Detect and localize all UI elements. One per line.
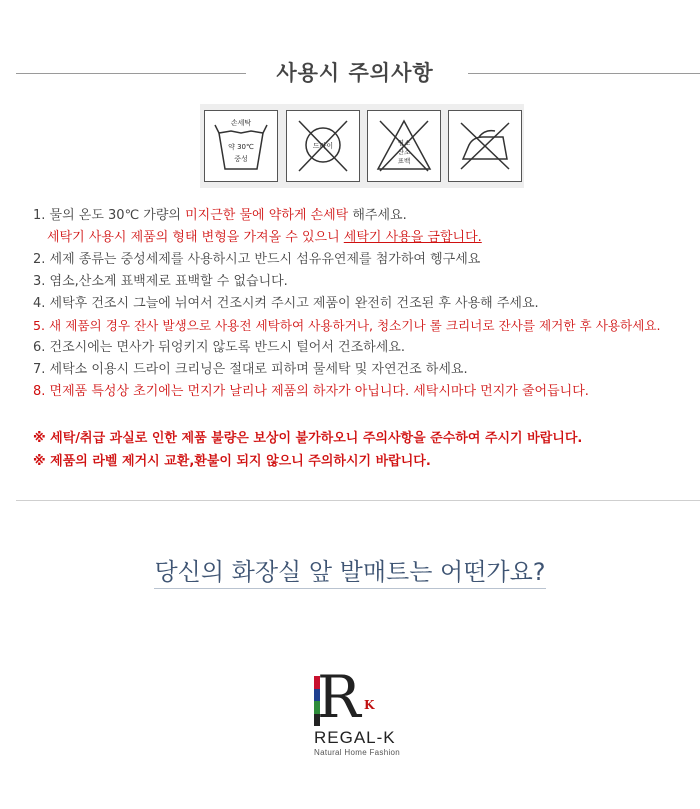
- warnings: [33, 427, 693, 473]
- note-4: 4. 세탁후 건조시 그늘에 뉘여서 건조시켜 주시고 제품이 완전히 건조된 후 사용해 주세요.: [33, 296, 539, 311]
- brand-logo: [290, 663, 430, 768]
- care-instructions-list: [33, 205, 698, 403]
- logo-tagline: Natural Home Fashion: [314, 748, 401, 757]
- warning-1: ※ 세탁/취급 과실로 인한 제품 불량은 보상이 불가하오니 주의사항을 준수하여 주시기 바랍니다.: [33, 431, 583, 446]
- hand-wash-label-2: 약 30℃: [228, 143, 254, 151]
- note-1-sub-text: 세탁기 사용시 제품의 형태 변형을 가져올 수 있으니: [47, 230, 344, 245]
- note-1-text: 1. 물의 온도 30℃ 가량의: [33, 208, 186, 223]
- header-rule-left: [16, 73, 246, 74]
- section-title: 사용시 주의사항: [276, 61, 434, 85]
- no-tumble-dry-icon: [286, 110, 360, 182]
- no-bleach-label-1: 염소: [397, 139, 411, 147]
- logo-brand-name: REGAL-K: [314, 728, 396, 747]
- hand-wash-label-3: 중성: [234, 155, 248, 163]
- warning-2: ※ 제품의 라벨 제거시 교환,환불이 되지 않으니 주의하시기 바랍니다.: [33, 454, 431, 469]
- bathmat-question-text: 당신의 화장실 앞 발매트는 어떤가요?: [154, 558, 545, 589]
- hand-wash-label-1: 손세탁: [230, 119, 252, 127]
- note-1-sub: [33, 227, 698, 249]
- hand-wash-icon: [204, 110, 278, 182]
- no-bleach-label-2: 산소: [397, 148, 411, 156]
- care-symbols-panel: [200, 104, 524, 188]
- note-8: 8. 면제품 특성상 초기에는 먼지가 날리나 제품의 하자가 아닙니다. 세탁시마다 먼지가 줄어듭니다.: [33, 384, 589, 399]
- note-1: [33, 205, 698, 227]
- section-header: [0, 58, 700, 88]
- header-rule-right: [468, 73, 700, 74]
- bathmat-question: [0, 552, 700, 587]
- logo-small-letter: K: [364, 698, 375, 712]
- no-bleach-label-3: 표백: [397, 157, 411, 165]
- no-dry-label: 드라이: [312, 142, 334, 150]
- note-1-tail: 해주세요.: [348, 208, 407, 223]
- note-5: 5. 새 제품의 경우 잔사 발생으로 사용전 세탁하여 사용하거나, 청소기나 롤 크리너로 잔사를 제거한 후 사용하세요.: [33, 318, 661, 333]
- note-6: 6. 건조시에는 면사가 뒤엉키지 않도록 반드시 털어서 건조하세요.: [33, 340, 405, 355]
- note-3: 3. 염소,산소계 표백제로 표백할 수 없습니다.: [33, 274, 288, 289]
- logo-letter: R: [317, 663, 361, 731]
- no-iron-icon: [448, 110, 522, 182]
- note-1-sub-highlight: 세탁기 사용을 금합니다.: [343, 230, 482, 245]
- no-bleach-icon: [367, 110, 441, 182]
- note-2: 2. 세제 종류는 중성세제를 사용하시고 반드시 섬유유연제를 첨가하여 헹구세요: [33, 252, 481, 267]
- section-divider: [16, 500, 700, 501]
- note-1-highlight: 미지근한 물에 약하게 손세탁: [185, 208, 349, 223]
- note-7: 7. 세탁소 이용시 드라이 크리닝은 절대로 피하며 물세탁 및 자연건조 하세요.: [33, 362, 468, 377]
